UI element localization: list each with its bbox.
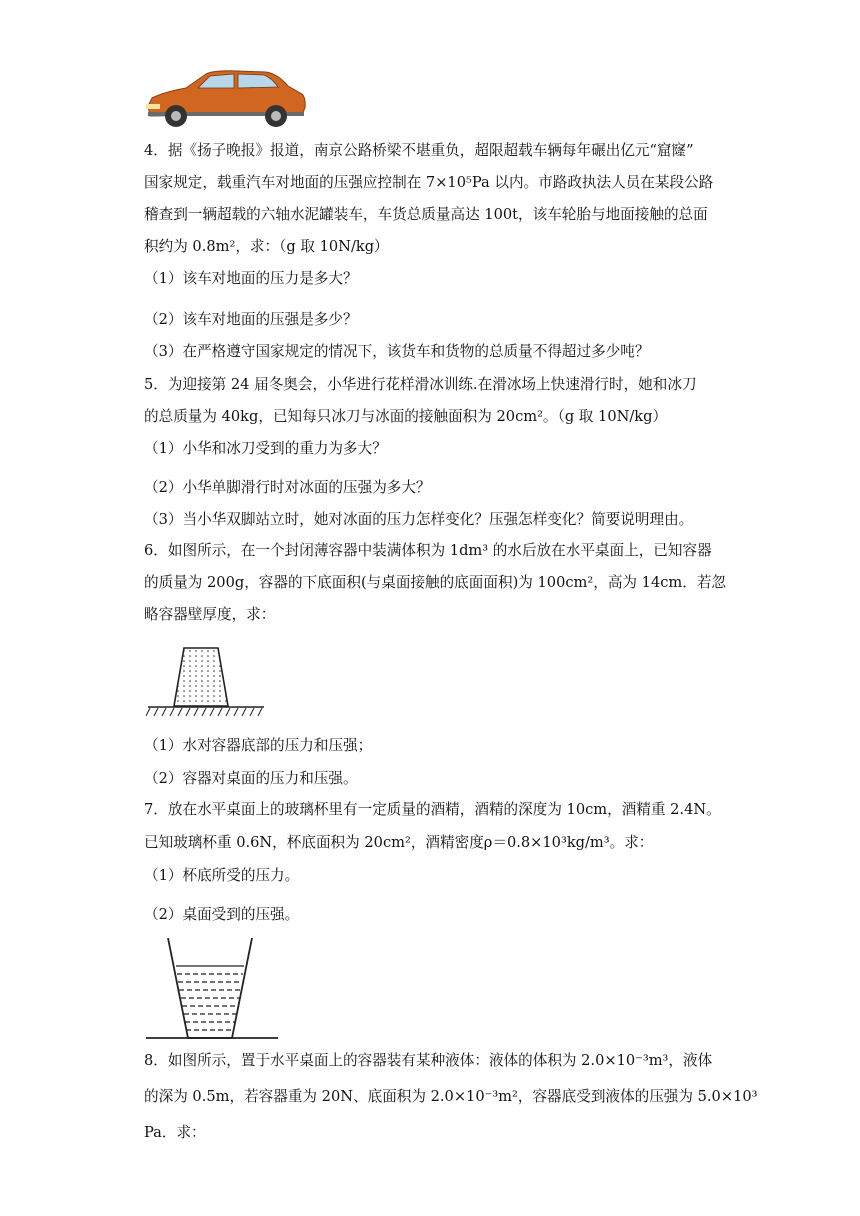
q4-subquestion: （2）该车对地面的压强是多少？: [144, 311, 358, 328]
q6-subquestion: （2）容器对桌面的压力和压强。: [144, 770, 358, 787]
q6-line: 6．如图所示，在一个封闭薄容器中装满体积为 1dm³ 的水后放在水平桌面上，已知容器: [144, 542, 712, 559]
q4-line: 稽查到一辆超载的六轴水泥罐装车，车货总质量高达 100t，该车轮胎与地面接触的总面: [144, 206, 708, 223]
q4-subquestion: （3）在严格遵守国家规定的情况下，该货车和货物的总质量不得超过多少吨？: [144, 343, 650, 360]
q6-subquestion: （1）水对容器底部的压力和压强；: [144, 737, 373, 754]
q8-line: 的深为 0.5m，若容器重为 20N、底面积为 2.0×10⁻³m²，容器底受到液体的压强为 5.0×10³: [144, 1088, 758, 1105]
q7-subquestion: （2）桌面受到的压强。: [144, 906, 300, 923]
q8-line: 8．如图所示，置于水平桌面上的容器装有某种液体：液体的体积为 2.0×10⁻³m³，液体: [144, 1052, 713, 1069]
q4-subquestion: （1）该车对地面的压力是多大？: [144, 270, 358, 287]
q5-subquestion: （1）小华和冰刀受到的重力为多大？: [144, 440, 387, 457]
q7-line: 已知玻璃杯重 0.6N，杯底面积为 20cm²，酒精密度ρ＝0.8×10³kg/m³。求：: [144, 834, 654, 851]
q8-line: Pa．求：: [144, 1124, 206, 1141]
glass-cup-figure: [146, 934, 278, 1042]
q5-subquestion: （3）当小华双脚站立时，她对冰面的压力怎样变化？压强怎样变化？简要说明理由。: [144, 511, 694, 528]
q4-line: 4．据《扬子晚报》报道，南京公路桥梁不堪重负，超限超载车辆每年碾出亿元“窟窿”: [144, 142, 694, 159]
q5-subquestion: （2）小华单脚滑行时对冰面的压强为多大？: [144, 479, 431, 496]
q6-line: 的质量为 200g，容器的下底面积(与桌面接触的底面面积)为 100cm²，高为 14cm．若忽: [144, 574, 727, 591]
q5-line: 5．为迎接第 24 届冬奥会，小华进行花样滑冰训练.在滑冰场上快速滑行时，她和冰刀: [144, 376, 697, 393]
car-illustration: [142, 68, 310, 130]
q7-line: 7．放在水平桌面上的玻璃杯里有一定质量的酒精，酒精的深度为 10cm，酒精重 2.4N。: [144, 801, 721, 818]
q7-subquestion: （1）杯底所受的压力。: [144, 867, 300, 884]
q4-line: 积约为 0.8m²，求：（g 取 10N/kg）: [144, 238, 389, 255]
q6-line: 略容器壁厚度，求：: [144, 606, 276, 623]
trapezoid-container-figure: [146, 644, 266, 722]
q4-line: 国家规定，载重汽车对地面的压强应控制在 7×10⁵Pa 以内。市路政执法人员在某段公路: [144, 174, 714, 191]
q5-line: 的总质量为 40kg，已知每只冰刀与冰面的接触面积为 20cm²。（g 取 10N/kg）: [144, 408, 668, 425]
